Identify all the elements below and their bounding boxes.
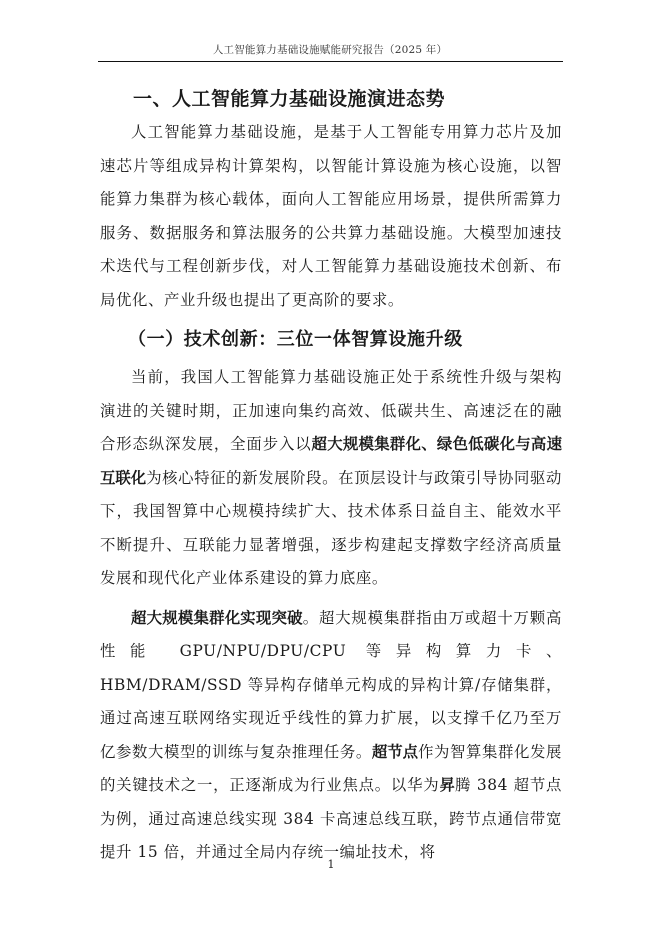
emphasis-brand-char: 昇: [439, 776, 456, 794]
text-run: 当前，我国人工智能算力基础设施正处于系统性升级与架构演进的关键时期，正加速向集约高效、低碳共生、高速泛在的融合形态纵深发展，全面步入以: [100, 368, 562, 453]
text-run: 作为智算集群化发展的关键技术之一，正逐渐成为行业焦点。以华为: [100, 742, 562, 794]
emphasis-lead-phrase: 超大规模集群化实现突破: [131, 608, 303, 627]
emphasis-supernode: 超节点: [371, 742, 419, 761]
emphasis-key-features: 超大规模集群化、绿色低碳化与高速互联化: [100, 435, 562, 487]
header-divider: [98, 61, 563, 62]
intro-paragraph: 人工智能算力基础设施，是基于人工智能专用算力芯片及加速芯片等组成异构计算架构，以智能计算设施为核心设施，以智能算力集群为核心载体，面向人工智能应用场景，提供所需算力服务、数据服务和算法服务的公共算力基础设施。大模型加速技术迭代与工程创新步伐，对人工智能算力基础设施技术创新、布局优化、产业升级也提出了更高阶的要求。: [100, 123, 562, 309]
paragraph-tech-overview: [100, 361, 562, 596]
paragraph-cluster-breakthrough: [100, 602, 562, 870]
page-number: 1: [327, 858, 335, 871]
text-run: 。超大规模集群指由万或超十万颗高性能 GPU/NPU/DPU/CPU 等异构算力卡、HBM/DRAM/SSD 等异构存储单元构成的异构计算/存储集群，通过高速互联网络实现近乎线性的算力扩展，以支撑千亿乃至万亿参数大模型的训练与复杂推理任务。: [100, 608, 562, 761]
section-heading: 一、人工智能算力基础设施演进态势: [133, 88, 446, 110]
text-run: 腾 384 超节点为例，通过高速总线实现 384 卡高速总线互联，跨节点通信带宽提升 15 倍，并通过全局内存统一编址技术，将: [100, 776, 563, 861]
text-run: 为核心特征的新发展阶段。在顶层设计与政策引导协同驱动下，我国智算中心规模持续扩大、技术体系日益自主、能效水平不断提升、互联能力显著增强，逐步构建起支撑数字经济高质量发展和现代化产业体系建设的算力底座。: [100, 468, 562, 587]
subsection-heading: （一）技术创新：三位一体智算设施升级: [128, 329, 463, 350]
running-header: 人工智能算力基础设施赋能研究报告（2025 年）: [212, 44, 448, 56]
page-content: [100, 82, 562, 870]
